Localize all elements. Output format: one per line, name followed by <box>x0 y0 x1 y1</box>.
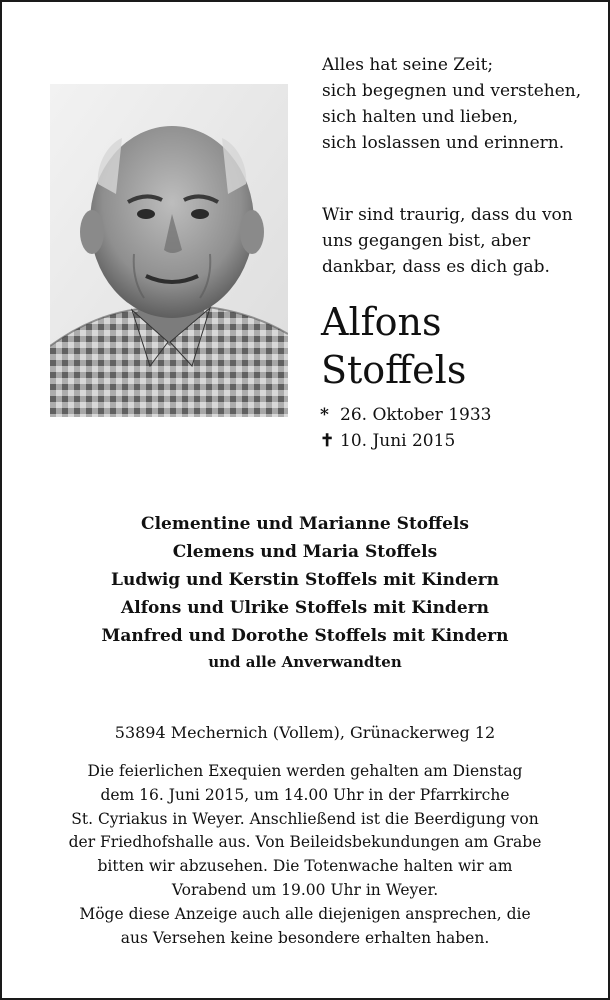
mourner-line: Manfred und Dorothe Stoffels mit Kindern <box>101 626 509 646</box>
mourning-address: 53894 Mechernich (Vollem), Grünackerweg 12 <box>114 723 496 742</box>
portrait-photo <box>50 84 288 417</box>
deceased-name <box>321 298 466 394</box>
funeral-line: Vorabend um 19.00 Uhr in Weyer. <box>171 880 439 899</box>
first-name: Alfons <box>321 300 442 344</box>
poem-line: Alles hat seine Zeit; <box>322 55 494 75</box>
birth-star-icon: * <box>320 405 329 425</box>
poem-line: uns gegangen bist, aber <box>322 231 531 251</box>
mourners-list <box>2 510 608 674</box>
death-cross-icon: ✝ <box>320 431 335 451</box>
poem-line: sich begegnen und verstehen, <box>322 81 582 101</box>
poem-line: Wir sind traurig, dass du von <box>322 205 573 225</box>
mourner-line: Clemens und Maria Stoffels <box>172 542 438 562</box>
funeral-details <box>2 760 608 950</box>
poem-line: sich halten und lieben, <box>322 107 519 127</box>
poem-stanza-1 <box>322 52 592 156</box>
poem-line: sich loslassen und erinnern. <box>322 133 565 153</box>
death-date: 10. Juni 2015 <box>340 431 456 451</box>
relatives-line: und alle Anverwandten <box>208 653 402 671</box>
funeral-line: der Friedhofshalle aus. Von Beileidsbekundungen am Grabe <box>68 833 542 852</box>
funeral-line: Die feierlichen Exequien werden gehalten am Dienstag <box>87 762 523 780</box>
funeral-line: aus Versehen keine besondere erhalten haben. <box>120 928 490 947</box>
mourner-line: Clementine und Marianne Stoffels <box>141 514 469 534</box>
birth-date: 26. Oktober 1933 <box>340 405 492 425</box>
last-name: Stoffels <box>321 348 467 392</box>
funeral-line: dem 16. Juni 2015, um 14.00 Uhr in der Pfarrkirche <box>100 785 510 804</box>
poem-stanza-2 <box>322 202 592 280</box>
death-date-row <box>320 428 491 454</box>
life-dates <box>320 402 491 454</box>
funeral-line: bitten wir abzusehen. Die Totenwache halten wir am <box>97 857 513 876</box>
funeral-line: Möge diese Anzeige auch alle diejenigen ansprechen, die <box>79 904 531 923</box>
funeral-line: St. Cyriakus in Weyer. Anschließend ist die Beerdigung von <box>71 809 539 828</box>
mourner-line: Alfons und Ulrike Stoffels mit Kindern <box>121 598 489 618</box>
mourner-line: Ludwig und Kerstin Stoffels mit Kindern <box>111 570 499 590</box>
birth-date-row <box>320 402 491 428</box>
poem-line: dankbar, dass es dich gab. <box>322 257 550 277</box>
